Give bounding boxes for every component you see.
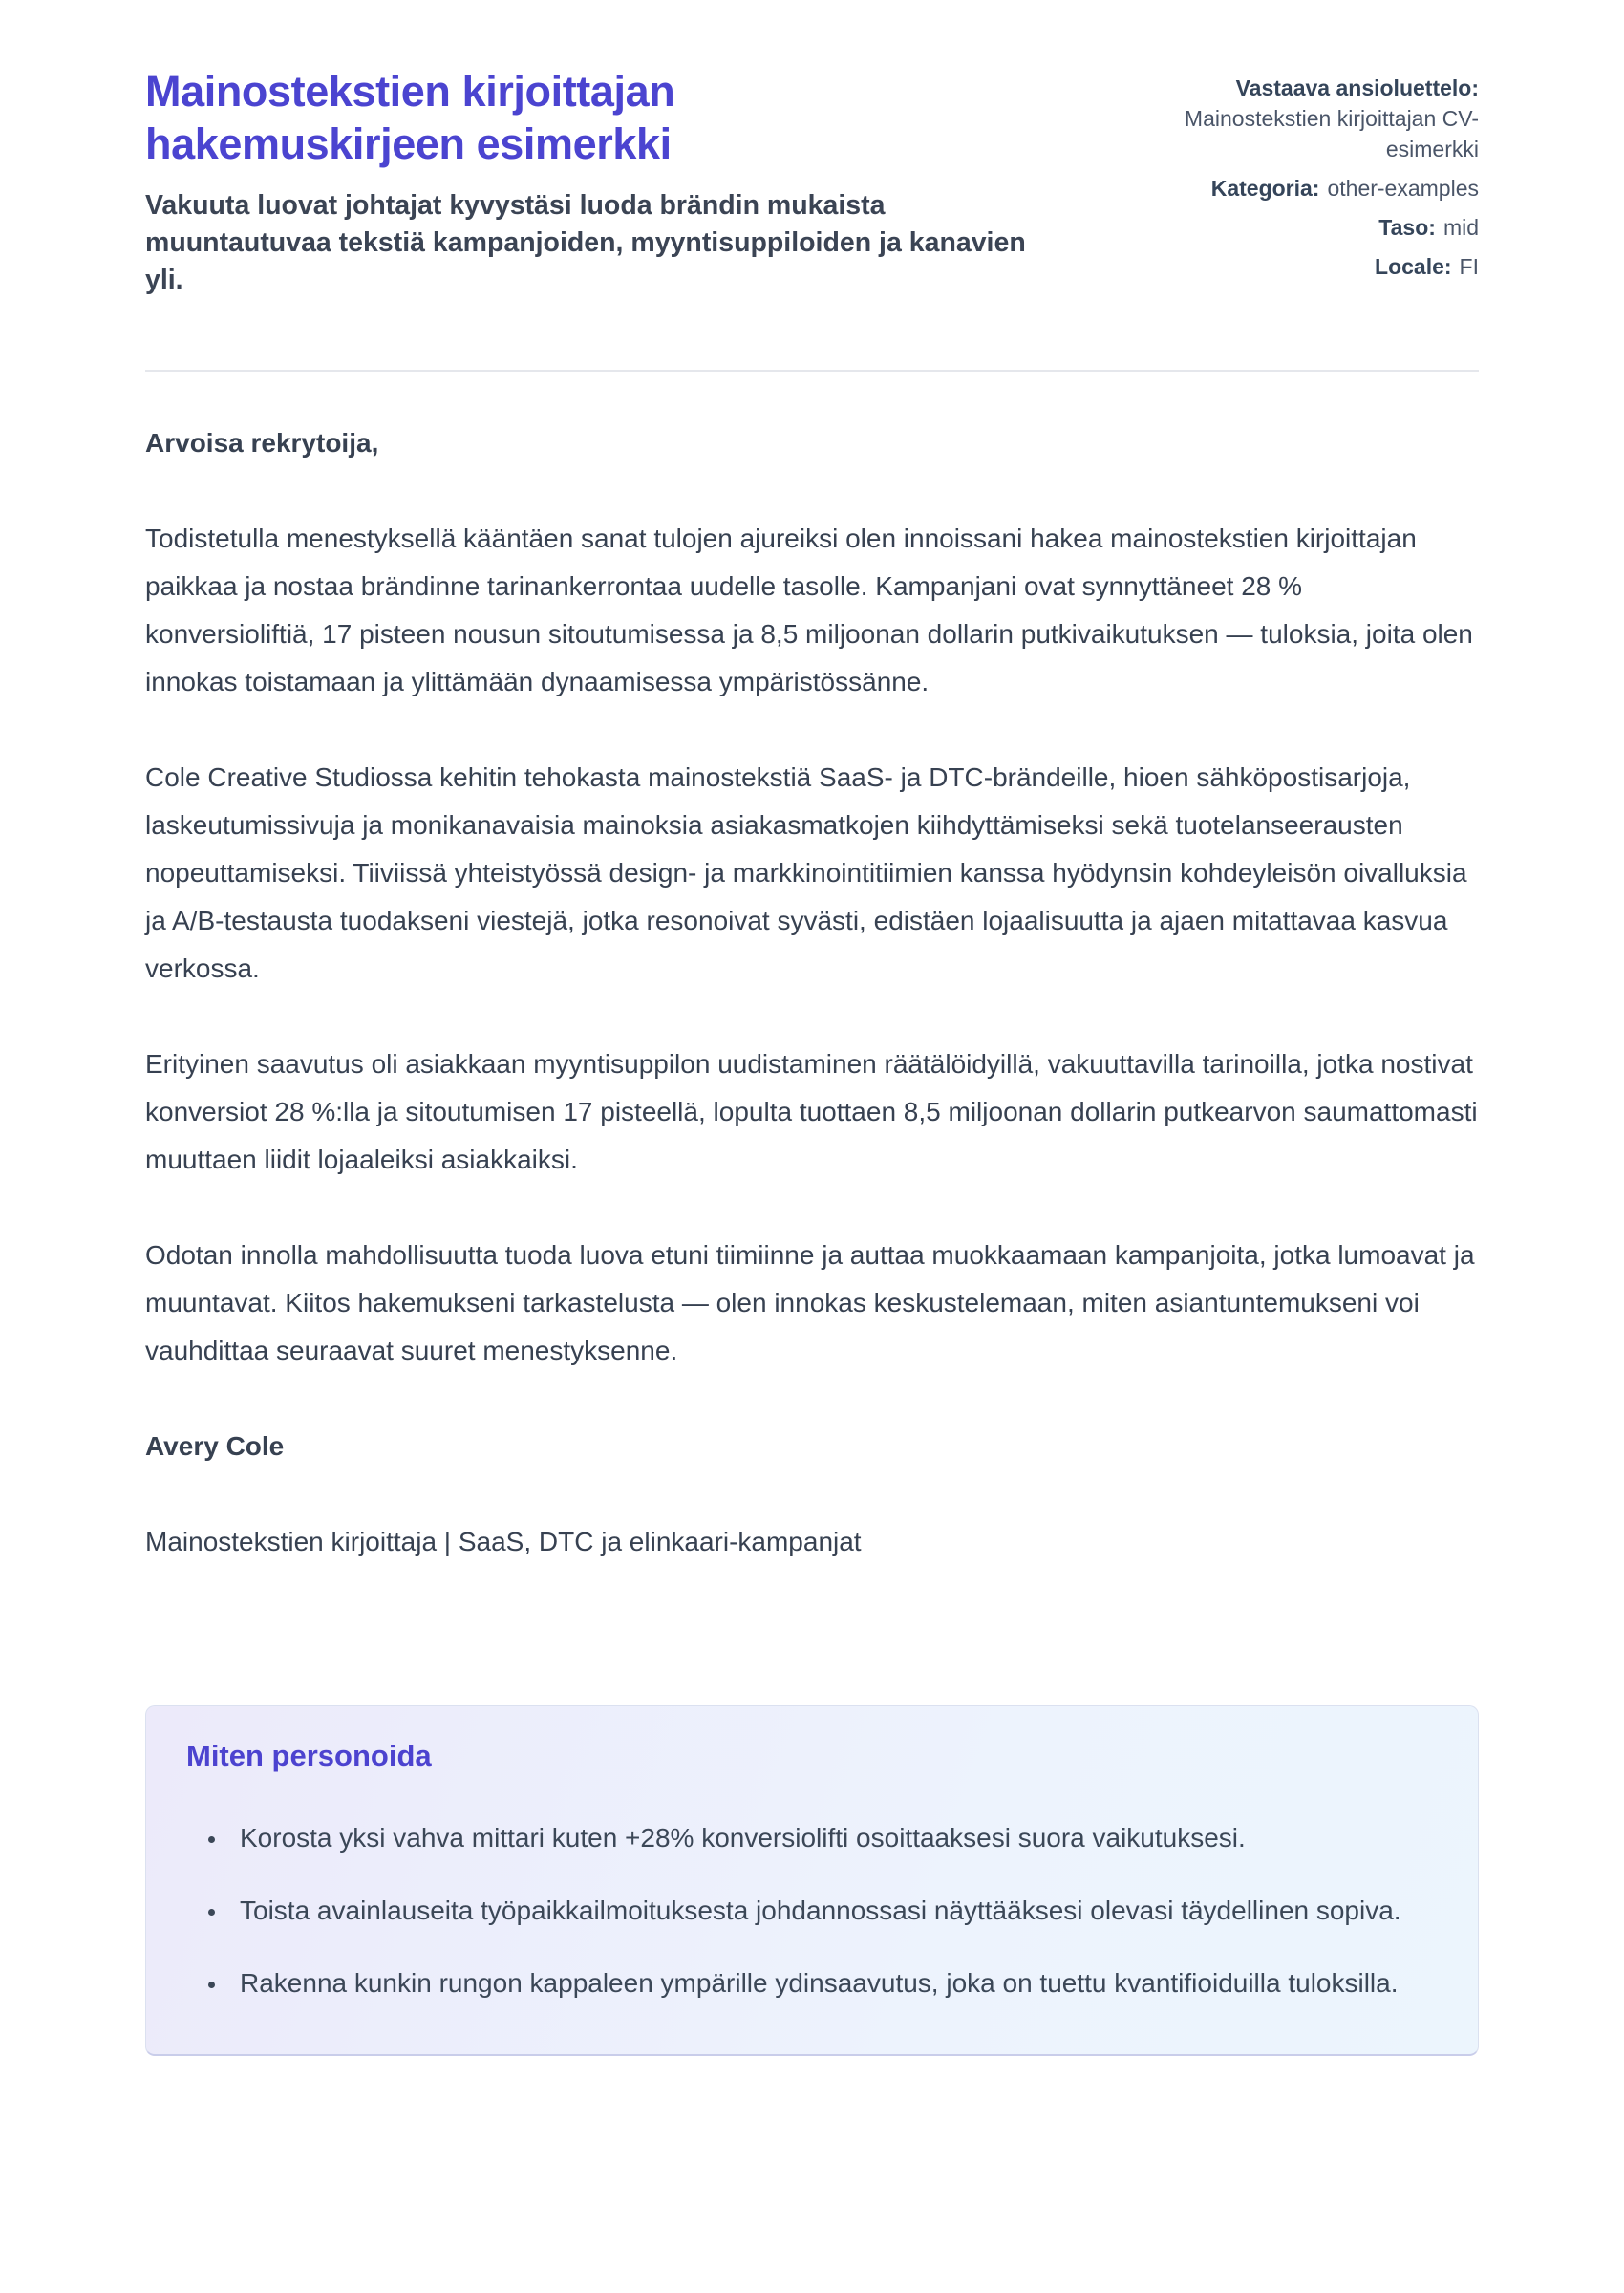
meta-category-label: Kategoria: xyxy=(1210,176,1320,201)
cover-letter-body xyxy=(145,419,1479,1566)
letter-paragraph-1: Todistetulla menestyksellä kääntäen sanat tulojen ajureiksi olen innoissani hakea mainostekstien kirjoittajan paikkaa ja nostaa brändinne tarinankerrontaa uudelle tasolle. Kampanjani ovat synnyttäneet 28 % konversioliftiä, 17 pisteen nousun sitoutumisessa ja 8,5 miljoonan dollarin putkivaikutuksen — tuloksia, joita olen innokas toistamaan ja ylittämään dynaamisessa ympäristössänne. xyxy=(145,524,1473,696)
meta-locale-value: FI xyxy=(1459,254,1479,279)
letter-greeting: Arvoisa rekrytoija, xyxy=(145,428,379,458)
section-divider xyxy=(145,370,1479,372)
page-subtitle: Vakuuta luovat johtajat kyvystäsi luoda brändin mukaista muuntautuvaa tekstiä kampanjoiden, myyntisuppiloiden ja kanavien yli. xyxy=(145,190,1026,295)
signature-name: Avery Cole xyxy=(145,1431,285,1461)
meta-row-category xyxy=(1143,173,1479,204)
meta-row-level xyxy=(1143,212,1479,243)
signature-role: Mainostekstien kirjoittaja | SaaS, DTC ja elinkaari-kampanjat xyxy=(145,1527,862,1556)
meta-category-value: other-examples xyxy=(1327,176,1479,201)
header xyxy=(145,65,1479,299)
tips-list-item: • Rakenna kunkin rungon kappaleen ympärille ydinsaavutus, joka on tuettu kvantifioiduilla tuloksilla. xyxy=(228,1959,1436,2008)
meta-resume-label: Vastaava ansioluettelo: xyxy=(1235,75,1479,100)
tips-list-item: • Toista avainlauseita työpaikkailmoituksesta johdannossasi näyttääksesi olevasi täydellinen sopiva. xyxy=(228,1886,1436,1936)
tips-list-item: • Korosta yksi vahva mittari kuten +28% konversiolifti osoittaaksesi suora vaikutuksesi. xyxy=(228,1813,1436,1863)
letter-paragraph-3: Erityinen saavutus oli asiakkaan myyntisuppilon uudistaminen räätälöidyillä, vakuuttavilla tarinoilla, jotka nostivat konversiot 28 %:lla ja sitoutumisen 17 pisteellä, lopulta tuottaen 8,5 miljoonan dollarin putkearvon saumattomasti muuttaen liidit lojaaleiksi asiakkaiksi. xyxy=(145,1049,1478,1174)
meta-panel xyxy=(1143,65,1479,290)
letter-paragraph-2: Cole Creative Studiossa kehitin tehokasta mainostekstiä SaaS- ja DTC-brändeille, hioen sähköpostisarjoja, laskeutumissivuja ja monikanavaisia mainoksia asiakasmatkojen kiihdyttämiseksi sekä tuotelanseerausten nopeuttamiseksi. Tiiviissä yhteistyössä design- ja markkinointitiimien kanssa hyödynsin kohdeyleisön oivalluksia ja A/B-testausta tuodakseni viestejä, jotka resonoivat syvästi, edistäen lojaalisuutta ja ajaen mitattavaa kasvua verkossa. xyxy=(145,762,1467,983)
meta-locale-label: Locale: xyxy=(1375,254,1452,279)
tips-list xyxy=(186,1813,1436,2008)
meta-level-value: mid xyxy=(1442,215,1479,240)
document-page xyxy=(145,0,1479,2056)
tips-heading: Miten personoida xyxy=(186,1739,432,1772)
meta-row-locale xyxy=(1143,251,1479,282)
meta-row-resume xyxy=(1143,73,1479,164)
letter-paragraph-4: Odotan innolla mahdollisuutta tuoda luova etuni tiimiinne ja auttaa muokkaamaan kampanjoita, jotka lumoavat ja muuntavat. Kiitos hakemukseni tarkastelusta — olen innokas keskustelemaan, miten asiantuntemukseni voi vauhdittaa seuraavat suuret menestyksenne. xyxy=(145,1240,1475,1365)
meta-level-label: Taso: xyxy=(1378,215,1436,240)
meta-resume-value: Mainostekstien kirjoittajan CV-esimerkki xyxy=(1184,106,1479,161)
personalization-tips-box xyxy=(145,1705,1479,2056)
page-title: Mainostekstien kirjoittajan hakemuskirjeen esimerkki xyxy=(145,67,675,168)
header-text-block xyxy=(145,65,1036,299)
